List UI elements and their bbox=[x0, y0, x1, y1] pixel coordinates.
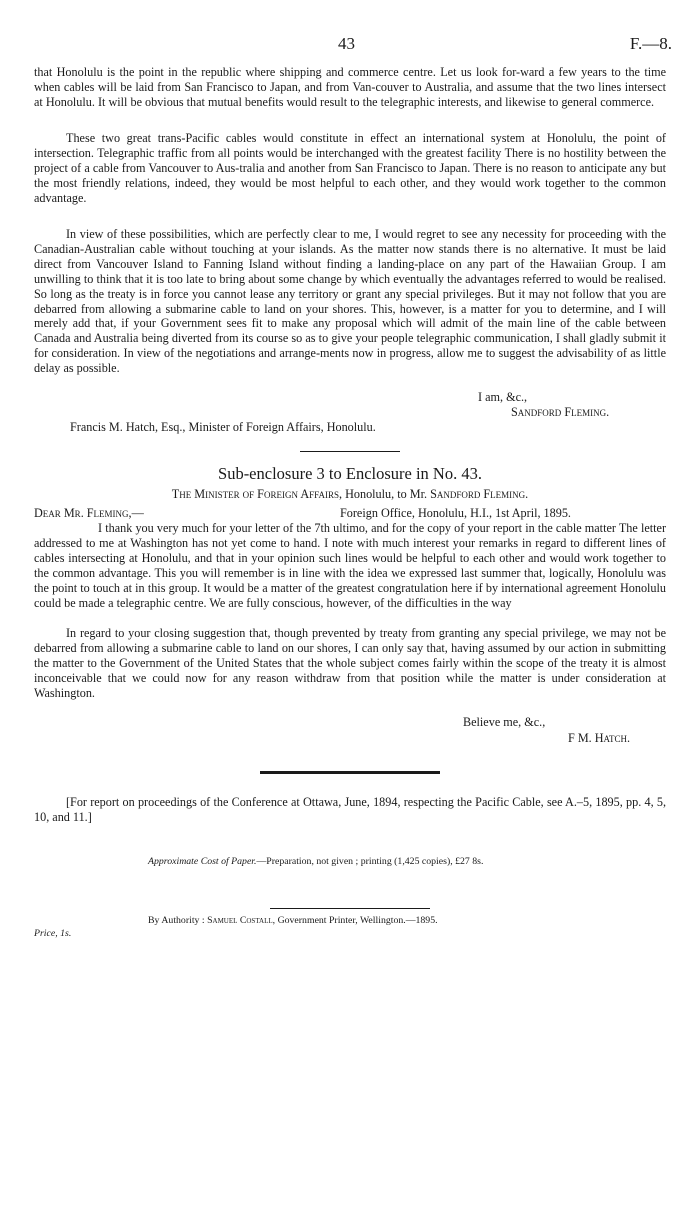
document-reference: F.—8. bbox=[629, 34, 672, 53]
footnote: [For report on proceedings of the Conference at Ottawa, June, 1894, respecting the Pacific Cable, see A.–5, 1895, pp. 4, 5, 10, and 11.] bbox=[34, 795, 666, 824]
subheading-name: Sandford Fleming. bbox=[430, 487, 529, 501]
imprint bbox=[148, 915, 438, 926]
subenclosure-heading: Sub-enclosure 3 to Enclosure in No. 43. bbox=[218, 464, 482, 483]
cost-text: —Preparation, not given ; printing (1,425 copies), £27 8s. bbox=[256, 856, 484, 867]
dateline: Foreign Office, Honolulu, H.I., 1st April, 1895. bbox=[340, 506, 571, 520]
letter1-closing: I am, &c., bbox=[478, 390, 528, 404]
salutation: Dear Mr. Fleming,— bbox=[34, 506, 144, 520]
section-divider bbox=[300, 451, 400, 452]
subheading-rest: Honolulu, to Mr. bbox=[345, 487, 428, 501]
enclosure-paragraph-2: In regard to your closing suggestion that, though prevented by treaty from granting any special privilege, we may not be debarred from allowing a submarine cable to land on our shores, I can only say that, having assumed by our action in submitting the matter to the Government of the United States that the whole subject comes fairly within the scope of the treaty it is almost inconceivable that we could now for any reason withdraw from that position while the matter is under consideration at Washington. bbox=[34, 626, 666, 700]
enclosure-paragraph-1: I thank you very much for your letter of the 7th ultimo, and for the copy of your report in the cable matter The letter addressed to me at Washington has not yet come to hand. I note with much interest your remarks in regard to different lines of cables intersecting at Honolulu, and that in your opinion such lines would be helpful to each other and would work together to the common advantage. This you will remember is in line with the idea we expressed last summer that, logically, Honolulu was the point to touch at in this group. It would be a matter of the greatest congratulation here if by international agreement Honolulu could be made a telegraphic centre. We are fully conscious, however, of the difficulties in the way bbox=[34, 521, 666, 610]
enclosure-signature: F M. Hatch. bbox=[568, 731, 631, 745]
letter1-signature: Sandford Fleming. bbox=[511, 405, 610, 419]
imprint-prefix: By Authority : bbox=[148, 915, 205, 926]
cost-label: Approximate Cost of Paper. bbox=[148, 856, 257, 867]
letter1-paragraph-3: In view of these possibilities, which are perfectly clear to me, I would regret to see any necessity for proceeding with the Canadian-Australian cable without touching at your islands. As the matter now stands there is no alternative. It must be laid direct from Vancouver Island to Fanning Island without finding a landing-place on any part of the Hawaiian Group. I am unwilling to think that it is too late to bring about some change by which eventually the advantages referred to would be realised. So long as the treaty is in force you cannot lease any territory or grant any special privileges. But it may not follow that you are debarred from allowing a submarine cable to land on your shores. This, however, is a matter for you to determine, and I will merely add that, if your Government sees fit to make any proposal which will admit of the main line of the cable between Canada and Australia being diverted from its course so as to give your people telegraphic communication, I shall gladly submit it for consideration. In view of the negotiations and arrange-ments now in progress, allow me to suggest the advisability of as little delay as possible. bbox=[34, 227, 666, 376]
letter1-paragraph-1: that Honolulu is the point in the republic where shipping and commerce centre. Let us look for-ward a few years to the time when cables will be laid from San Francisco to Japan, and from Van-couver to Australia, and assume that the two lines intersect at Honolulu. It will be obvious that mutual benefits would result to the telegraphic interests, and likewise to general commerce. bbox=[34, 65, 666, 109]
subenclosure-subheading bbox=[0, 487, 700, 502]
page-number: 43 bbox=[338, 34, 355, 53]
cost-line bbox=[148, 856, 483, 867]
price: Price, 1s. bbox=[34, 928, 72, 939]
letter1-paragraph-2: These two great trans-Pacific cables would constitute in effect an international system at Honolulu, the point of intersection. Telegraphic traffic from all points would be interchanged with the greatest facility There is no hostility between the project of a cable from Vancouver to Aus-tralia and another from San Francisco to Japan. There is no reason to anticipate any but the most friendly relations, indeed, they would be most helpful to each other, and they would work together to the common advantage. bbox=[34, 131, 666, 205]
imprint-suffix: Government Printer, Wellington.—1895. bbox=[277, 915, 438, 926]
end-rule bbox=[260, 771, 440, 774]
enclosure-closing: Believe me, &c., bbox=[463, 715, 546, 729]
imprint-rule bbox=[270, 908, 430, 909]
letter1-addressee: Francis M. Hatch, Esq., Minister of Foreign Affairs, Honolulu. bbox=[70, 420, 376, 434]
subheading-minister: The Minister of Foreign Affairs, bbox=[171, 487, 343, 501]
imprint-name: Samuel Costall, bbox=[207, 915, 276, 926]
